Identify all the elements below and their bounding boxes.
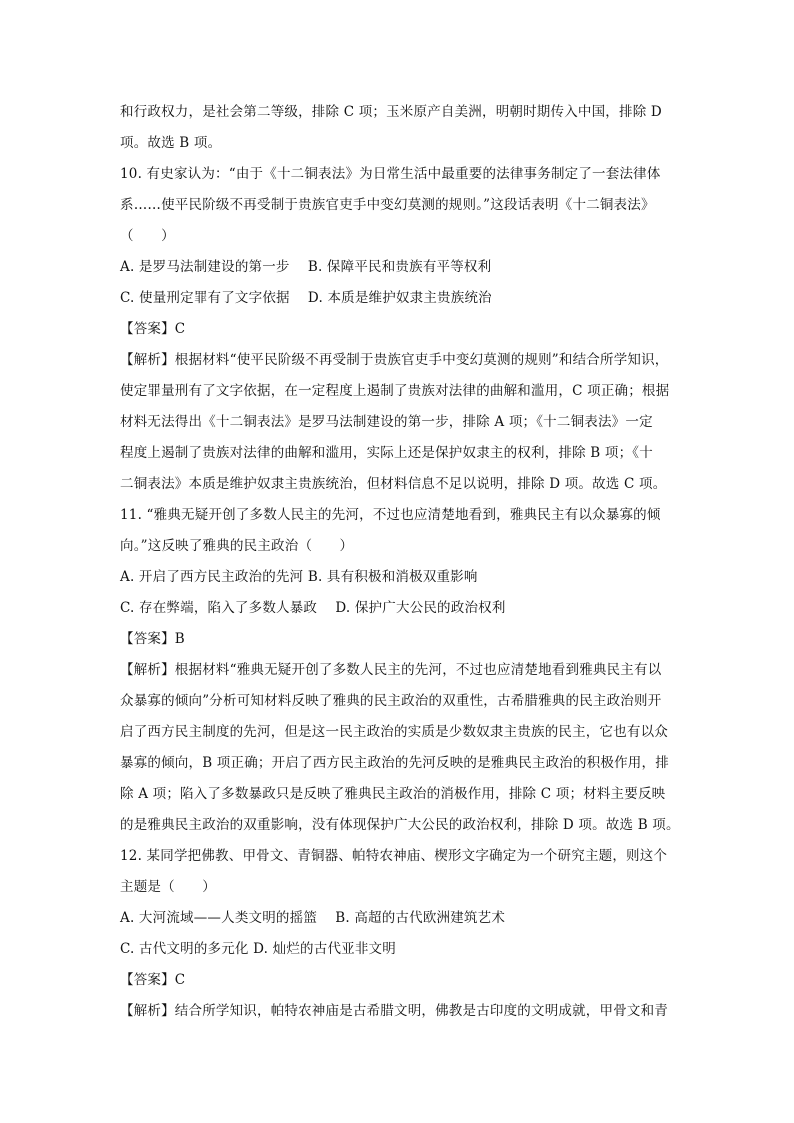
document-page bbox=[120, 97, 686, 1027]
answer-label: 【答案】B bbox=[120, 631, 185, 647]
analysis-text: 启了西方民主制度的先河，但是这一民主政治的实质是少数奴隶主贵族的民主，它也有以众 bbox=[120, 724, 668, 740]
question-11-stem: 11. “雅典无疑开创了多数人民主的先河，不过也应清楚地看到，雅典民主有以众暴寡的倾 bbox=[120, 507, 661, 523]
question-10-stem: 系……使平民阶级不再受制于贵族官吏手中变幻莫测的规则。”这段话表明《十二铜表法》 bbox=[120, 197, 655, 213]
question-11-stem: 向。”这反映了雅典的民主政治（ ） bbox=[120, 538, 354, 554]
question-11-options: A. 开启了西方民主政治的先河 B. 具有积极和消极双重影响 bbox=[120, 569, 478, 585]
analysis-text: 二铜表法》本质是维护奴隶主贵族统治，但材料信息不足以说明，排除 D 项。故选 C 项。 bbox=[120, 476, 667, 492]
question-12-stem: 主题是（ ） bbox=[120, 879, 216, 895]
question-12-options: C. 古代文明的多元化 D. 灿烂的古代亚非文明 bbox=[120, 941, 396, 957]
question-10-stem: 10. 有史家认为：“由于《十二铜表法》为日常生活中最重要的法律事务制定了一套法律体 bbox=[120, 166, 661, 182]
analysis-text: 暴寡的倾向，B 项正确；开启了西方民主政治的先河反映的是雅典民主政治的积极作用，排 bbox=[120, 755, 669, 771]
analysis-text: 使定罪量刑有了文字依据，在一定程度上遏制了贵族对法律的曲解和滥用，C 项正确；根据 bbox=[120, 383, 670, 399]
answer-label: 【答案】C bbox=[120, 321, 186, 337]
question-10-blank: （ ） bbox=[120, 228, 175, 244]
analysis-text: 材料无法得出《十二铜表法》是罗马法制建设的第一步，排除 A 项；《十二铜表法》一定 bbox=[120, 414, 653, 430]
analysis-text: 【解析】根据材料“雅典无疑开创了多数人民主的先河，不过也应清楚地看到雅典民主有以 bbox=[120, 662, 662, 678]
analysis-text: 的是雅典民主政治的双重影响，没有体现保护广大公民的政治权利，排除 D 项。故选 B 项。 bbox=[120, 817, 680, 833]
question-10-options: A. 是罗马法制建设的第一步 B. 保障平民和贵族有平等权利 bbox=[120, 259, 492, 275]
analysis-text: 【解析】根据材料“使平民阶级不再受制于贵族官吏手中变幻莫测的规则”和结合所学知识， bbox=[120, 352, 669, 368]
text-line: 和行政权力，是社会第二等级，排除 C 项；玉米原产自美洲，明朝时期传入中国，排除 D bbox=[120, 104, 662, 120]
analysis-text: 众暴寡的倾向”分析可知材料反映了雅典的民主政治的双重性，古希腊雅典的民主政治则开 bbox=[120, 693, 662, 709]
question-12-options: A. 大河流域——人类文明的摇篮 B. 高超的古代欧洲建筑艺术 bbox=[120, 910, 506, 926]
answer-label: 【答案】C bbox=[120, 972, 186, 988]
question-12-stem: 12. 某同学把佛教、甲骨文、青铜器、帕特农神庙、楔形文字确定为一个研究主题，则这个 bbox=[120, 848, 668, 864]
question-10-options: C. 使量刑定罪有了文字依据 D. 本质是维护奴隶主贵族统治 bbox=[120, 290, 492, 306]
text-line: 项。故选 B 项。 bbox=[120, 135, 222, 151]
analysis-text: 【解析】结合所学知识，帕特农神庙是古希腊文明，佛教是古印度的文明成就，甲骨文和青 bbox=[120, 1003, 668, 1019]
analysis-text: 除 A 项；陷入了多数暴政只是反映了雅典民主政治的消极作用，排除 C 项；材料主要反映 bbox=[120, 786, 666, 802]
analysis-text: 程度上遏制了贵族对法律的曲解和滥用，实际上还是保护奴隶主的权利，排除 B 项；《十 bbox=[120, 445, 653, 461]
question-11-options: C. 存在弊端，陷入了多数人暴政 D. 保护广大公民的政治权利 bbox=[120, 600, 506, 616]
